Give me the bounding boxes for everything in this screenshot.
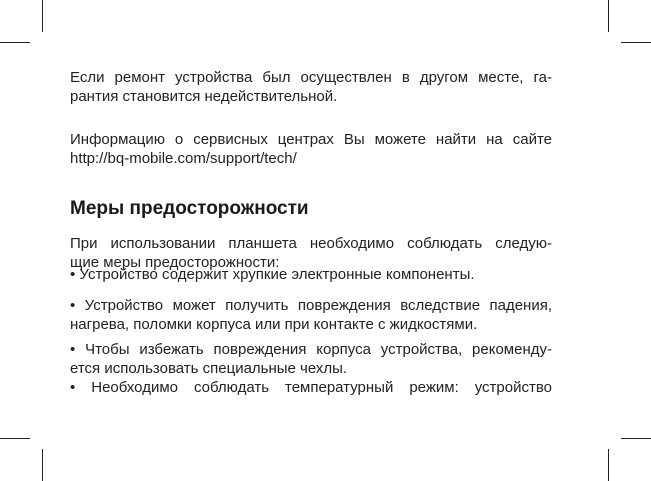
intro-line-2: щие меры предосторожности: xyxy=(70,254,280,271)
bullet-1-line-1: • Устройство содержит хрупкие электронные компоненты. xyxy=(70,266,475,283)
crop-mark-top-left-horizontal xyxy=(0,42,30,43)
bullet-4-line-1: • Необходимо соблюдать температурный режим: устройство xyxy=(70,379,552,396)
bullet-3-line-2: ется использовать специальные чехлы. xyxy=(70,360,348,377)
bullet-2-line-2: нагрева, поломки корпуса или при контакте с жидкостями. xyxy=(70,316,478,333)
bullet-1 xyxy=(70,265,552,284)
crop-mark-bottom-right-vertical xyxy=(608,449,609,481)
crop-mark-bottom-right-horizontal xyxy=(621,438,651,439)
service-paragraph xyxy=(70,130,552,168)
warranty-paragraph xyxy=(70,68,552,106)
bullet-3-line-1: • Чтобы избежать повреждения корпуса устройства, рекоменду- xyxy=(70,341,552,358)
service-url: http://bq-mobile.com/support/tech/ xyxy=(70,150,297,167)
warranty-line-1: Если ремонт устройства был осуществлен в другом месте, га- xyxy=(70,69,552,86)
intro-line-1: При использовании планшета необходимо соблюдать следую- xyxy=(70,235,552,252)
bullet-4 xyxy=(70,378,552,397)
warranty-line-2: рантия становится недействительной. xyxy=(70,88,338,105)
crop-mark-top-left-vertical xyxy=(42,0,43,32)
section-heading: Меры предосторожности xyxy=(70,198,309,219)
service-line-1: Информацию о сервисных центрах Вы можете найти на сайте xyxy=(70,131,552,148)
bullet-3 xyxy=(70,340,552,378)
crop-mark-bottom-left-vertical xyxy=(42,449,43,481)
crop-mark-bottom-left-horizontal xyxy=(0,438,30,439)
bullet-2 xyxy=(70,296,552,334)
bullet-2-line-1: • Устройство может получить повреждения вследствие падения, xyxy=(70,297,552,314)
crop-mark-top-right-vertical xyxy=(608,0,609,32)
crop-mark-top-right-horizontal xyxy=(621,42,651,43)
